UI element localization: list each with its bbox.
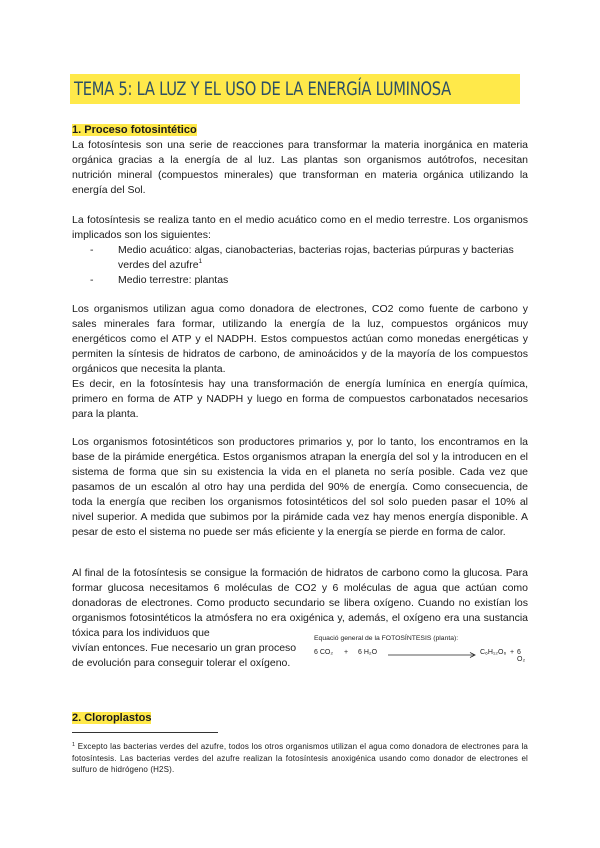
equation-reactant: 6 CO₂ (314, 649, 334, 656)
footnote (72, 741, 528, 776)
organism-list (72, 243, 528, 288)
paragraph-6-line: vivían entonces. Fue necesario un gran proceso (72, 642, 297, 654)
section-2 (72, 711, 528, 726)
photosynthesis-equation (314, 634, 530, 666)
section-2-heading: 2. Cloroplastos (72, 712, 152, 724)
paragraph-3: Los organismos utilizan agua como donadora de electrones, CO2 como fuente de carbono y sales minerales fara formar, utilizando la energía de la luz, compuestos orgánicos muy energéticos como el ATP y el NADPH. Estos compuestos actúan como monedas energéticas y permiten la síntesis de hidratos de carbono, de aminoácidos y de la mayoría de los compuestos orgánicos que necesita la planta. (72, 303, 528, 375)
equation-caption: Equació general de la FOTOSÍNTESIS (planta): (314, 635, 459, 642)
equation-product: C₆H₁₂O₆ (480, 649, 507, 656)
reaction-arrow-icon (388, 651, 478, 659)
paragraph-6-line: de evolución para conseguir tolerar el oxígeno. (72, 657, 291, 669)
page-title: TEMA 5: LA LUZ Y EL USO DE LA ENERGÍA LUMINOSA (74, 78, 451, 100)
equation-reactant: 6 H₂O (358, 649, 378, 656)
list-item: - Medio terrestre: plantas (72, 273, 528, 288)
footnote-mark: 1 (72, 742, 76, 748)
section-1-energy (72, 302, 528, 422)
footnote-separator (72, 732, 218, 733)
equation-product: 6 O₂ (517, 649, 526, 663)
section-1-pyramid (72, 435, 528, 540)
paragraph-2: La fotosíntesis se realiza tanto en el medio acuático como en el medio terrestre. Los organismos implicados son los siguientes: (72, 214, 528, 241)
paragraph-6: Al final de la fotosíntesis se consigue la formación de hidratos de carbono como la glucosa. Para formar glucosa necesitamos 6 moléculas de CO2 y 6 moléculas de agua que actúan como donadoras de electrones. Como producto secundario se libera oxígeno. Cuando no existían los organismos fotosintéticos la atmósfera no era oxigénica y, además, el oxígeno era una sustancia tóxica para los individuos que (72, 567, 528, 639)
equation-plus: + (510, 649, 515, 656)
section-1-heading: 1. Proceso fotosintético (72, 124, 197, 136)
section-1-organisms (72, 213, 528, 288)
section-1 (72, 123, 528, 198)
paragraph-4: Es decir, en la fotosíntesis hay una transformación de energía lumínica en energía química, primero en forma de ATP y NADPH y luego en forma de compuestos carbonatados necesarios para la planta. (72, 378, 528, 420)
footnote-ref: 1 (198, 258, 203, 265)
paragraph-1: La fotosíntesis son una serie de reacciones para transformar la materia inorgánica en materia orgánica gracias a la energía de al luz. Las plantas son organismos autótrofos, necesitan nutrición mineral (compuestos minerales) que transforman en materia orgánica utilizando la energía del Sol. (72, 139, 528, 196)
list-item: - Medio acuático: algas, cianobacterias, bacterias rojas, bacterias púrpuras y bacterias verdes del azufre$^1$ (72, 243, 528, 273)
equation-plus: + (344, 649, 349, 656)
equation-line (314, 649, 530, 663)
footnote-text: Excepto las bacterias verdes del azufre, todos los otros organismos utilizan el agua como donadora de electrones para la fotosíntesis. Las bacterias verdes del azufre realizan la fotosíntesis anoxigénica usando como donador de electrones el sulfuro de hidrógeno (H2S). (72, 742, 528, 774)
paragraph-5: Los organismos fotosintéticos son productores primarios y, por lo tanto, los encontramos en la base de la pirámide energética. Estos organismos atrapan la energía del sol y la introducen en el sistema de forma que sin su existencia la vida en el planeta no sería posible. Cada vez que pasamos de un escalón al otro hay una perdida del 90% de energía. Como consecuencia, de toda la energía que reciben los organismos fotosintéticos del sol solo pueden pasar el 10% al nivel superior. A medida que subimos por la pirámide cada vez hay menos energía disponible. A pesar de esto el sistema no puede ser más eficiente y la energía se pierde en forma de calor. (72, 436, 528, 538)
title-highlight (70, 74, 520, 104)
